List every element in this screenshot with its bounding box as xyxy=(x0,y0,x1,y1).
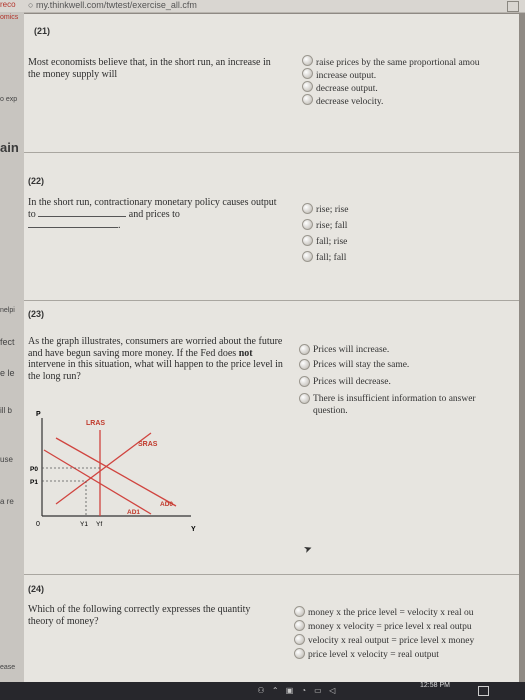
clock[interactable]: 12:58 PM xyxy=(420,682,450,689)
y-axis-label: P xyxy=(36,411,41,418)
answer-option[interactable]: velocity x real output = price level x money xyxy=(308,636,475,646)
y1-label: Y1 xyxy=(80,521,88,528)
wifi-icon[interactable]: ◔ xyxy=(301,686,307,695)
radio-button[interactable] xyxy=(302,251,313,262)
x-axis-label: Y xyxy=(191,526,196,533)
question-number: (21) xyxy=(34,26,51,36)
radio-button[interactable] xyxy=(302,235,313,246)
answer-option[interactable]: There is insufficient information to answer xyxy=(313,394,476,404)
radio-button[interactable] xyxy=(294,606,305,617)
radio-button[interactable] xyxy=(302,55,313,66)
battery-icon[interactable]: ▭ xyxy=(314,686,322,695)
question-divider xyxy=(24,300,519,301)
radio-button[interactable] xyxy=(294,620,305,631)
radio-button[interactable] xyxy=(299,376,310,387)
strip-text: a re xyxy=(0,497,14,506)
answer-option[interactable]: price level x velocity = real output xyxy=(308,650,439,660)
answer-option[interactable]: decrease output. xyxy=(316,84,378,94)
question-text-part: and prices to xyxy=(128,208,180,220)
question-number: (24) xyxy=(28,584,45,594)
question-divider xyxy=(24,152,519,153)
url-text: my.thinkwell.com/twtest/exercise_all.cfm xyxy=(35,0,197,10)
strip-text: use xyxy=(0,455,13,464)
answer-option-continued: question. xyxy=(313,406,348,416)
radio-button[interactable] xyxy=(302,68,313,79)
photo-icon[interactable]: ▣ xyxy=(285,686,294,695)
question-number: (22) xyxy=(28,176,45,186)
volume-icon[interactable]: ◁ xyxy=(329,686,336,695)
answer-option[interactable]: increase output. xyxy=(316,71,377,81)
question-text-part: As the graph illustrates, consumers are worried about the future and have begun saving more money. If the Fed does xyxy=(28,336,283,359)
question-divider xyxy=(24,574,519,575)
question-number: (23) xyxy=(28,309,45,319)
strip-text: ill b xyxy=(0,406,13,415)
ad0-curve xyxy=(56,438,176,506)
answer-option[interactable]: Prices will decrease. xyxy=(313,377,391,387)
answer-option[interactable]: fall; rise xyxy=(316,237,348,247)
cursor-icon: ➤ xyxy=(302,542,315,557)
as-ad-graph xyxy=(26,408,246,548)
question-text: Most economists believe that, in the short run, an increase in the money supply will xyxy=(28,57,271,80)
radio-button[interactable] xyxy=(299,359,310,370)
answer-option[interactable]: rise; fall xyxy=(316,221,348,231)
answer-option[interactable]: Prices will stay the same. xyxy=(313,360,410,370)
answer-blank xyxy=(28,227,118,228)
radio-button[interactable] xyxy=(299,344,310,355)
sras-label: SRAS xyxy=(138,441,158,448)
question-text: In the short run, contractionary monetary policy causes output to and prices to . xyxy=(28,197,277,231)
strip-text: omics xyxy=(0,14,19,21)
answer-option[interactable]: fall; fall xyxy=(316,253,347,263)
question-text: Which of the following correctly expresses the quantity theory of money? xyxy=(28,604,251,627)
background-tab-label[interactable]: reco xyxy=(0,0,16,9)
taskbar xyxy=(0,682,525,700)
p1-label: P1 xyxy=(30,479,38,486)
strip-text: ain xyxy=(0,140,19,155)
p0-label: P0 xyxy=(30,466,38,473)
background-window-strip xyxy=(0,12,24,682)
strip-text: fect xyxy=(0,337,15,347)
question-text xyxy=(28,336,286,382)
origin-label: 0 xyxy=(36,521,40,528)
sras-curve xyxy=(56,433,151,504)
answer-option[interactable]: rise; rise xyxy=(316,205,349,215)
ad0-label: AD0 xyxy=(160,501,174,508)
address-bar-url[interactable] xyxy=(28,0,197,10)
ad1-label: AD1 xyxy=(127,509,141,516)
system-tray xyxy=(255,686,385,696)
lras-label: LRAS xyxy=(86,420,106,427)
answer-option[interactable]: Prices will increase. xyxy=(313,345,390,355)
notifications-icon[interactable] xyxy=(478,686,489,696)
answer-option[interactable]: decrease velocity. xyxy=(316,97,384,107)
browser-top-bar xyxy=(0,0,525,13)
answer-option[interactable]: money x the price level = velocity x real ou xyxy=(308,608,474,618)
chevron-up-icon[interactable]: ⌃ xyxy=(271,686,279,695)
radio-button[interactable] xyxy=(294,648,305,659)
radio-button[interactable] xyxy=(302,81,313,92)
radio-button[interactable] xyxy=(302,203,313,214)
strip-text: nelpi xyxy=(0,307,15,314)
strip-text: ease xyxy=(0,664,16,671)
strip-text: o exp xyxy=(0,96,18,103)
exercise-page xyxy=(24,14,519,682)
radio-button[interactable] xyxy=(299,393,310,404)
question-text-part: intervene in this situation, what will happen to the price level in the long run? xyxy=(28,359,283,382)
strip-text: e le xyxy=(0,368,15,378)
restore-window-icon[interactable] xyxy=(507,1,519,12)
answer-option[interactable]: money x velocity = price level x real outpu xyxy=(308,622,472,632)
answer-blank xyxy=(38,216,126,217)
radio-button[interactable] xyxy=(302,219,313,230)
radio-button[interactable] xyxy=(302,94,313,105)
radio-button[interactable] xyxy=(294,634,305,645)
yf-label: Yf xyxy=(96,521,103,528)
people-icon[interactable]: ⚇ xyxy=(257,686,265,695)
lock-icon: ○ xyxy=(28,0,34,10)
answer-option[interactable]: raise prices by the same proportional amou xyxy=(316,58,480,68)
emphasis-text: not xyxy=(238,347,253,359)
question-text-part: In the short run, contractionary monetary policy causes output to xyxy=(28,197,277,220)
